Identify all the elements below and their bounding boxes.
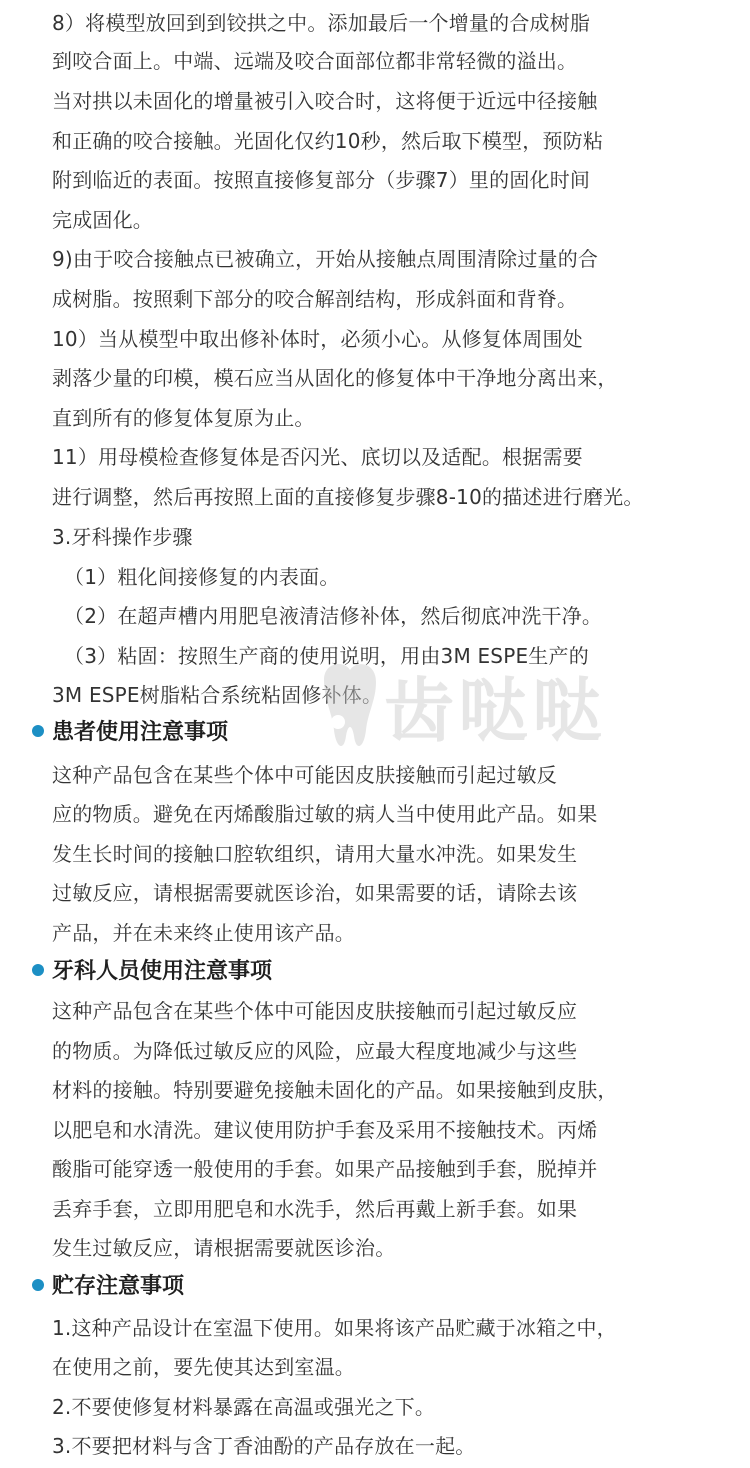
body-line: 当对拱以未固化的增量被引入咬合时，这将便于近远中径接触: [52, 89, 598, 113]
storage-precautions-heading: [32, 1268, 184, 1306]
body-line: 3.不要把材料与含丁香油酚的产品存放在一起。: [52, 1434, 476, 1458]
body-line: 完成固化。: [52, 208, 153, 232]
body-line: 应的物质。避免在丙烯酸脂过敏的病人当中使用此产品。如果: [52, 802, 598, 826]
body-line: 3M ESPE树脂粘合系统粘固修补体。: [52, 683, 383, 707]
body-line: 11）用母模检查修复体是否闪光、底切以及适配。根据需要: [52, 445, 583, 469]
heading-text: 牙科人员使用注意事项: [52, 959, 273, 984]
body-line: 这种产品包含在某些个体中可能因皮肤接触而引起过敏反: [52, 763, 557, 787]
dental-staff-precautions-heading: [32, 953, 272, 991]
body-line: 附到临近的表面。按照直接修复部分（步骤7）里的固化时间: [52, 168, 591, 192]
bullet-dot-icon: [32, 725, 44, 737]
patient-precautions-heading: [32, 714, 228, 752]
body-line: 材料的接触。特别要避免接触未固化的产品。如果接触到皮肤，: [52, 1078, 618, 1102]
body-line: 的物质。为降低过敏反应的风险，应最大程度地减少与这些: [52, 1039, 578, 1063]
body-line: 进行调整，然后再按照上面的直接修复步骤8-10的描述进行磨光。: [52, 485, 644, 509]
bullet-dot-icon: [32, 964, 44, 976]
heading-text: 贮存注意事项: [52, 1274, 185, 1299]
section-title: 3.牙科操作步骤: [52, 525, 193, 549]
body-line: 以肥皂和水清洗。建议使用防护手套及采用不接触技术。丙烯: [52, 1118, 598, 1142]
body-line: 丢弃手套，立即用肥皂和水洗手，然后再戴上新手套。如果: [52, 1197, 578, 1221]
body-line: 9)由于咬合接触点已被确立，开始从接触点周围清除过量的合: [52, 247, 599, 271]
bullet-dot-icon: [32, 1279, 44, 1291]
body-line: 产品，并在未来终止使用该产品。: [52, 921, 355, 945]
heading-text: 患者使用注意事项: [52, 720, 229, 745]
body-line: 到咬合面上。中端、远端及咬合面部位都非常轻微的溢出。: [52, 49, 578, 73]
body-line: 剥落少量的印模，模石应当从固化的修复体中干净地分离出来，: [52, 366, 618, 390]
step-item: （1）粗化间接修复的内表面。: [64, 565, 340, 589]
step-item: （3）粘固：按照生产商的使用说明，用由3M ESPE生产的: [64, 644, 589, 668]
body-line: 过敏反应，请根据需要就医诊治，如果需要的话，请除去该: [52, 881, 578, 905]
body-line: 在使用之前，要先使其达到室温。: [52, 1355, 355, 1379]
body-line: 10）当从模型中取出修补体时，必须小心。从修复体周围处: [52, 327, 583, 351]
body-line: 这种产品包含在某些个体中可能因皮肤接触而引起过敏反应: [52, 999, 578, 1023]
body-line: 成树脂。按照剩下部分的咬合解剖结构，形成斜面和背脊。: [52, 287, 578, 311]
body-line: 8）将模型放回到到铰拱之中。添加最后一个增量的合成树脂: [52, 11, 591, 35]
body-line: 和正确的咬合接触。光固化仅约10秒，然后取下模型，预防粘: [52, 129, 604, 153]
body-line: 1.这种产品设计在室温下使用。如果将该产品贮藏于冰箱之中，: [52, 1316, 617, 1340]
body-line: 发生过敏反应，请根据需要就医诊治。: [52, 1236, 396, 1260]
body-line: 发生长时间的接触口腔软组织，请用大量水冲洗。如果发生: [52, 842, 578, 866]
body-line: 直到所有的修复体复原为止。: [52, 406, 315, 430]
watermark-text: 齿哒哒: [384, 670, 606, 752]
body-line: 酸脂可能穿透一般使用的手套。如果产品接触到手套，脱掉并: [52, 1157, 598, 1181]
step-item: （2）在超声槽内用肥皂液清洁修补体，然后彻底冲洗干净。: [64, 604, 603, 628]
body-line: 2.不要使修复材料暴露在高温或强光之下。: [52, 1395, 436, 1419]
